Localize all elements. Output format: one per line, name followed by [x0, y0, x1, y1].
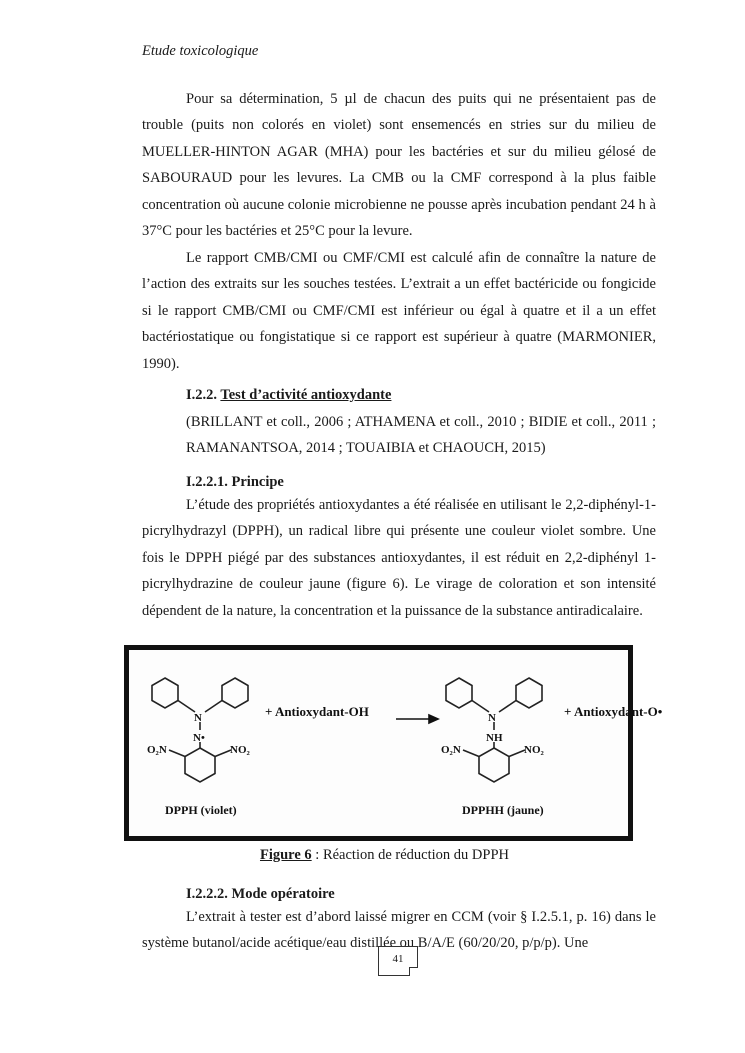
phenyl-ring-right-2 — [516, 678, 542, 708]
paragraph-cmb-cmi-ratio: Le rapport CMB/CMI ou CMF/CMI est calculé afin de connaître la nature de l’action des extraits sur les souches testées. L’extrait a un effet bactéricide ou fongicide si le rapport CMB/CMI ou CMF/CMI est inférieur ou égal à quatre et il a un effet bactériostatique ou fongistatique si ce rapport est supérieur à quatre (MARMONIER, 1990). — [142, 250, 656, 372]
subsection-heading-mode-operatoire: I.2.2.2. Mode opératoire — [186, 886, 335, 902]
reagent-label: + Antioxydant-OH — [265, 704, 369, 719]
reaction-arrow — [396, 715, 438, 723]
figure-caption — [0, 847, 745, 864]
running-header: Etude toxicologique — [142, 43, 259, 59]
phenyl-ring-left-2 — [222, 678, 248, 708]
page-fold-corner — [409, 967, 418, 976]
no2-label-left-1: O₂N — [147, 744, 167, 756]
no2-label-right-1: O₂N — [441, 744, 461, 756]
dpph-name-label: DPPH (violet) — [165, 803, 237, 817]
figure-dpph-reaction — [124, 645, 663, 841]
product-label: + Antioxydant-O• — [564, 704, 663, 719]
n-atom-label-right: N — [488, 712, 496, 724]
page-number-box — [378, 946, 418, 976]
no2-label-left-2: NO₂ — [230, 744, 250, 756]
figure-caption-text: : Réaction de réduction du DPPH — [311, 847, 510, 863]
nh-label: NH — [486, 732, 503, 744]
figure-label: Figure 6 — [259, 847, 312, 863]
section-heading-antioxidant — [186, 387, 391, 404]
phenyl-ring-right-1 — [446, 678, 472, 708]
n-radical-label: N• — [193, 732, 205, 744]
reaction-scheme — [129, 650, 663, 836]
section-number: I.2.2. — [186, 387, 218, 403]
dpphh-name-label: DPPHH (jaune) — [462, 803, 544, 817]
picryl-ring-left — [185, 748, 215, 782]
paragraph-principe: L’étude des propriétés antioxydantes a été réalisée en utilisant le 2,2-diphényl-1-picrylhydrazyl (DPPH), un radical libre qui présente une couleur violet sombre. Une fois le DPPH piégé par des substances antioxydantes, il est réduit en 2,2-diphényl 1-picrylhydrazine de couleur jaune (figure 6). Le virage de coloration et son intensité dépendent de la nature, la concentration et la puissance de la substance antiradicalaire. — [142, 497, 656, 619]
picryl-ring-right — [479, 748, 509, 782]
section-references: (BRILLANT et coll., 2006 ; ATHAMENA et coll., 2010 ; BIDIE et coll., 2011 ; RAMANANTSOA, 2014 ; TOUAIBIA et CHAOUCH, 2015) — [186, 414, 656, 457]
n-atom-label-left: N — [194, 712, 202, 724]
section-title: Test d’activité antioxydante — [220, 387, 392, 403]
subsection-heading-principe: I.2.2.1. Principe — [186, 474, 284, 490]
no2-label-right-2: NO₂ — [524, 744, 544, 756]
paragraph-cmb-determination: Pour sa détermination, 5 µl de chacun des puits qui ne présentaient pas de trouble (puits non colorés en violet) sont ensemencés en stries sur du milieu de MUELLER-HINTON AGAR (MHA) pour les bactéries et sur du milieu gélosé de SABOURAUD pour les levures. La CMB ou la CMF correspond à la plus faible concentration où aucune colonie microbienne ne pousse après incubation pendant 24 h à 37°C pour les bactéries et 25°C pour la levure. — [142, 91, 656, 240]
phenyl-ring-left-1 — [152, 678, 178, 708]
paragraph-mode-operatoire: L’extrait à tester est d’abord laissé migrer en CCM (voir § I.2.5.1, p. 16) dans le système butanol/acide acétique/eau distillée ou B/A/E (60/20/20, p/p/p). Une — [142, 909, 656, 952]
page-number: 41 — [392, 953, 404, 965]
